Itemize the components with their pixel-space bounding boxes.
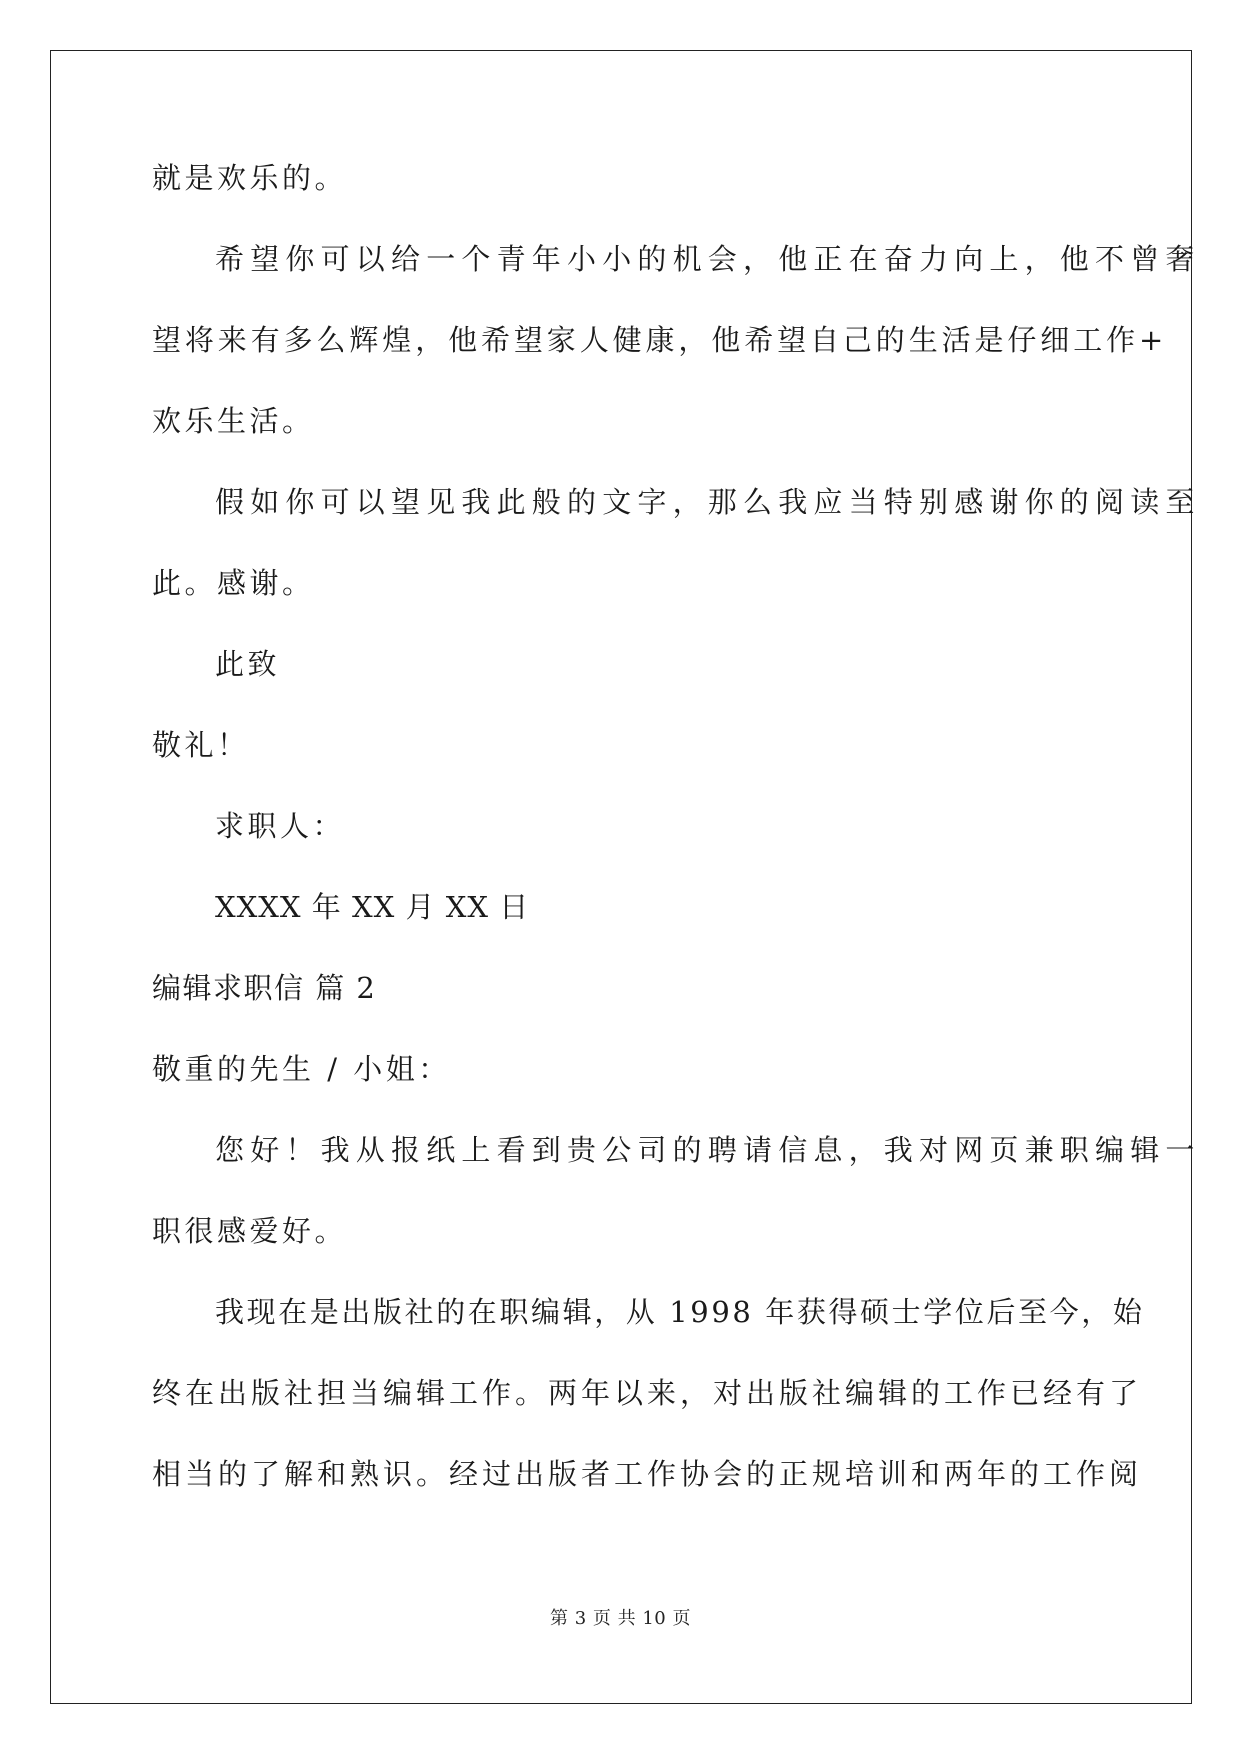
page-number: 第 3 页 共 10 页 — [550, 1608, 691, 1629]
text-line: 假如你可以望见我此般的文字，那么我应当特别感谢你的阅读至 — [215, 485, 1201, 519]
text-line: 望将来有多么辉煌，他希望家人健康，他希望自己的生活是仔细工作+ — [152, 323, 1168, 357]
text-line: 相当的了解和熟识。经过出版者工作协会的正规培训和两年的工作阅 — [152, 1457, 1143, 1491]
text-line: 职很感爱好。 — [152, 1214, 348, 1248]
text-line: 此。感谢。 — [152, 566, 315, 600]
text-line: 我现在是出版社的在职编辑，从 1998 年获得硕士学位后至今，始 — [215, 1295, 1145, 1329]
text-line: 此致 — [215, 647, 281, 681]
date-line: XXXX 年 XX 月 XX 日 — [215, 890, 530, 924]
text-line: 就是欢乐的。 — [152, 161, 348, 195]
text-line: 终在出版社担当编辑工作。两年以来，对出版社编辑的工作已经有了 — [152, 1376, 1143, 1410]
text-line: 求职人： — [215, 809, 346, 843]
text-line: 敬礼！ — [152, 728, 250, 762]
text-line: 您好！我从报纸上看到贵公司的聘请信息，我对网页兼职编辑一 — [215, 1133, 1201, 1167]
salutation: 敬重的先生 / 小姐： — [152, 1052, 451, 1086]
text-line: 希望你可以给一个青年小小的机会，他正在奋力向上，他不曾奢 — [215, 242, 1201, 276]
section-heading: 编辑求职信 篇 2 — [152, 971, 377, 1005]
text-line: 欢乐生活。 — [152, 404, 315, 438]
